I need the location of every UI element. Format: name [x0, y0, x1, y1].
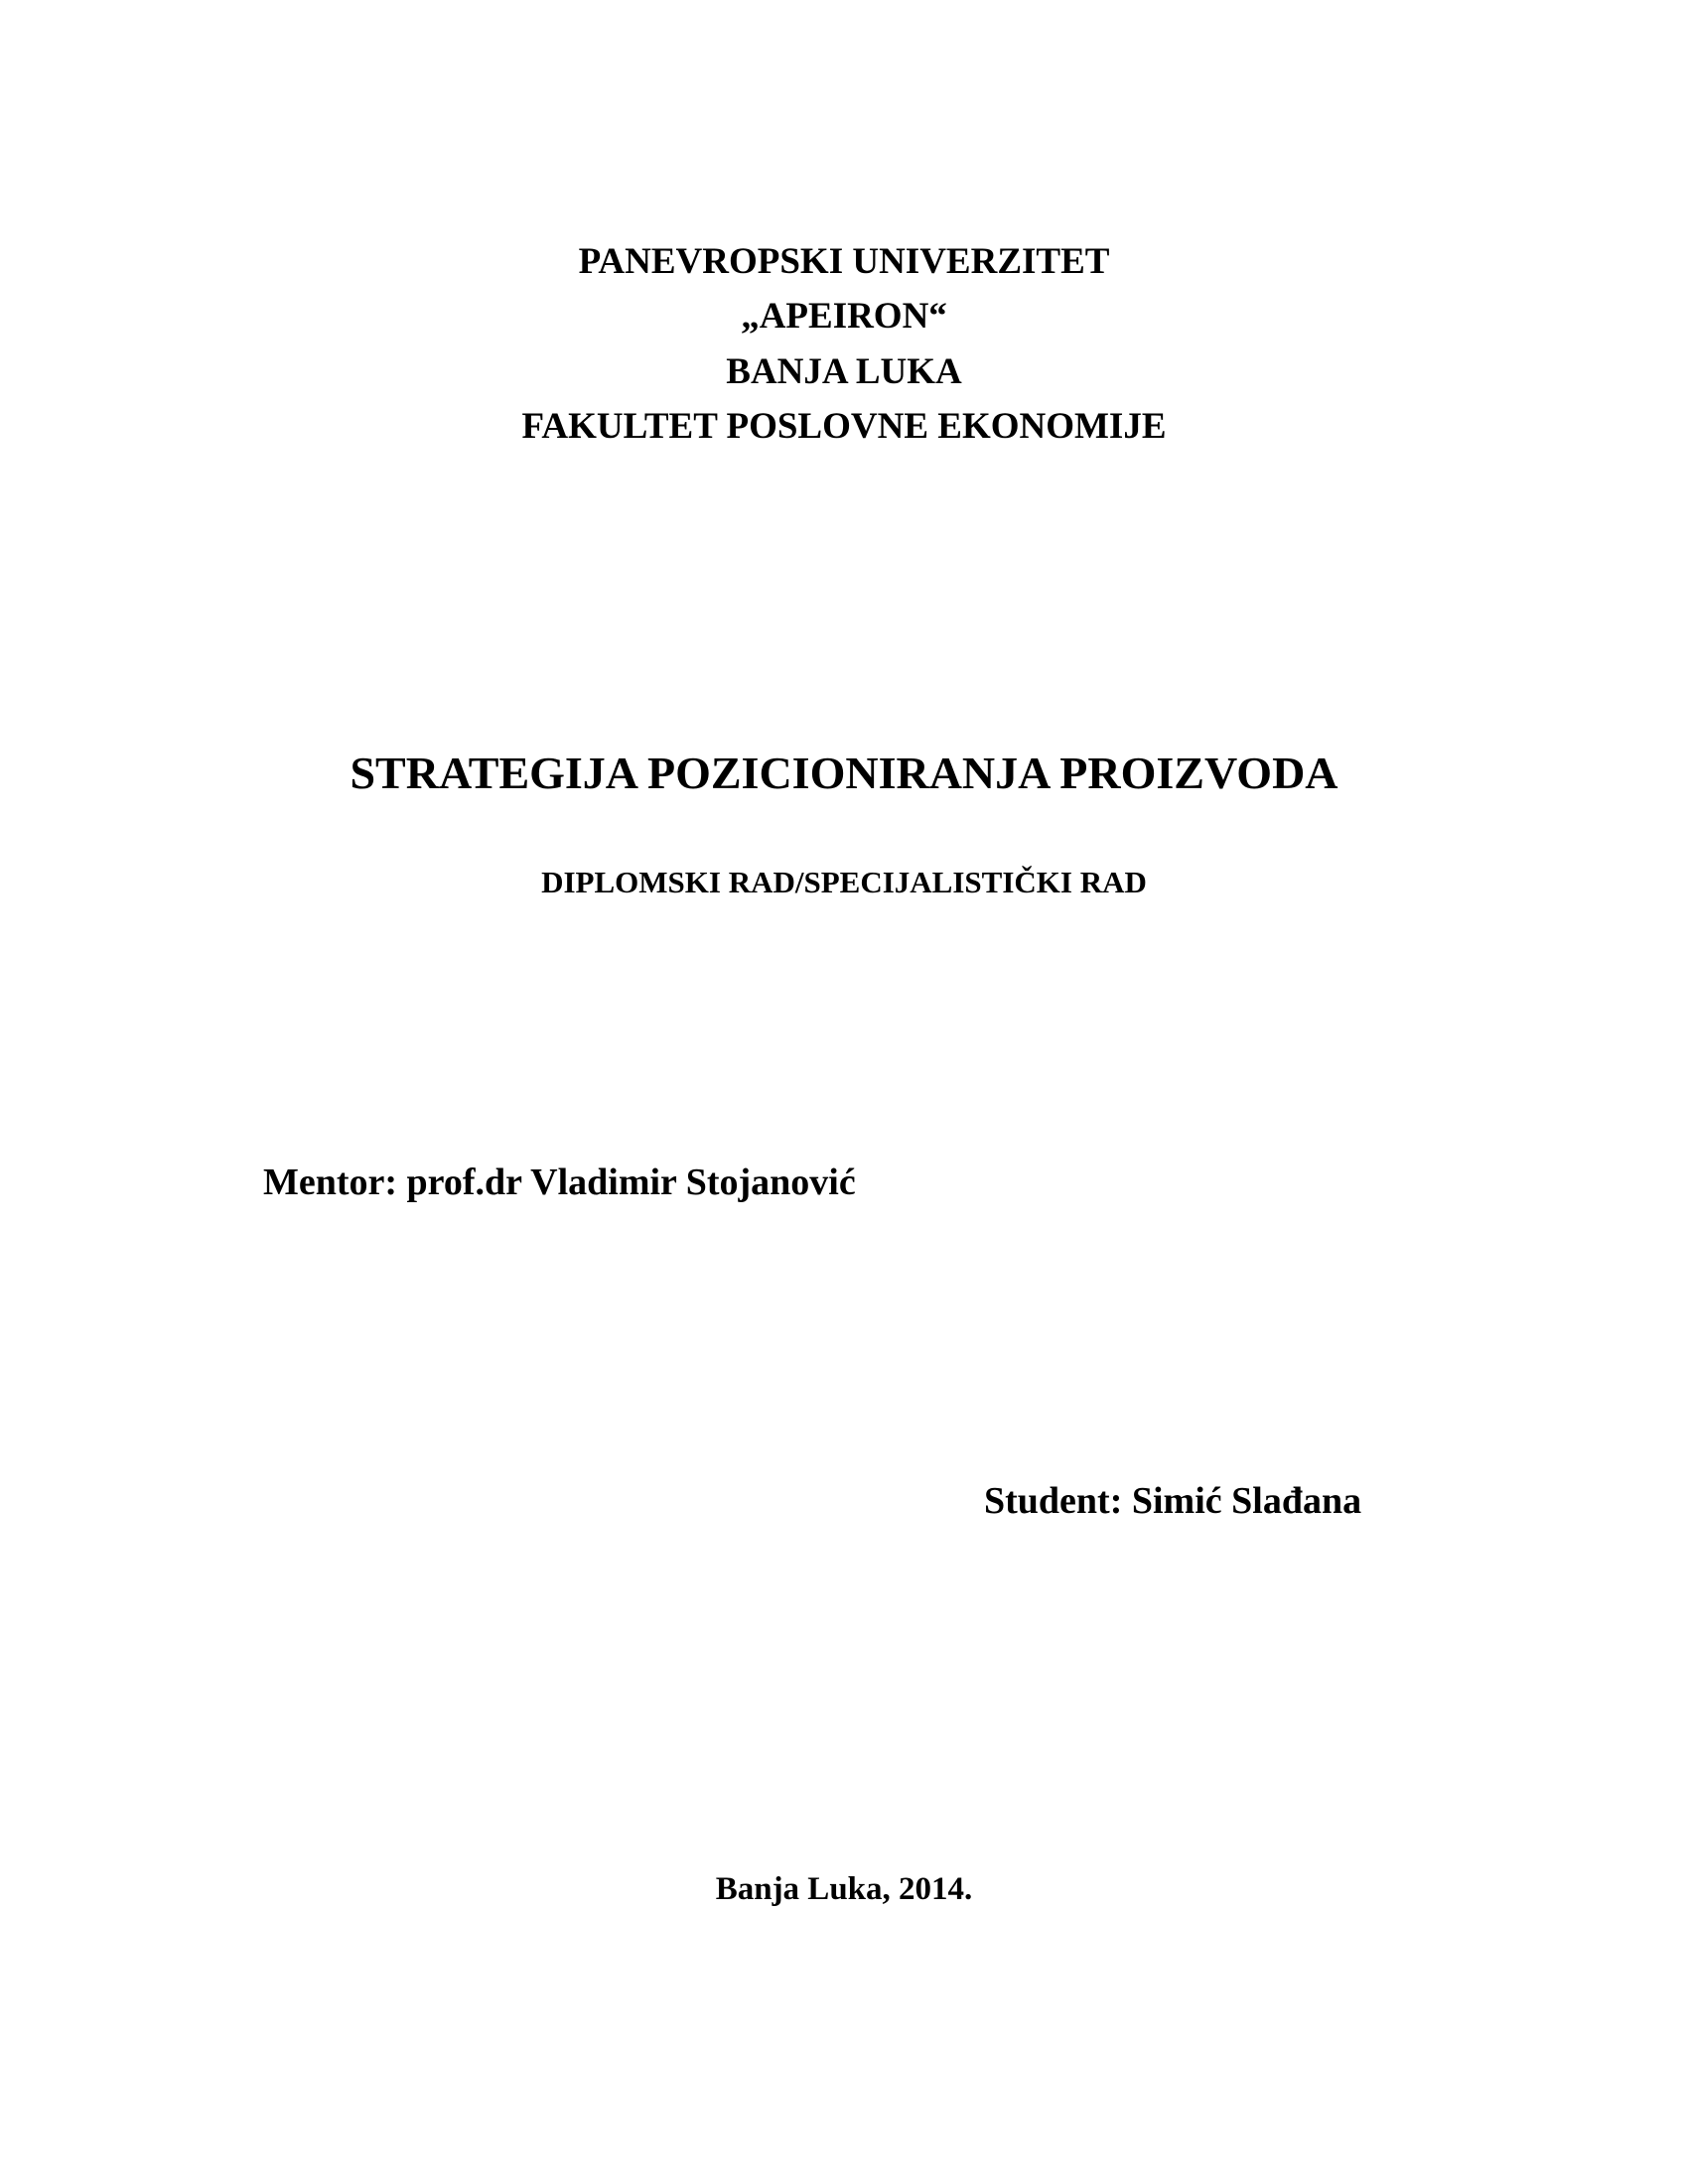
place-date: Banja Luka, 2014.: [715, 1871, 973, 1907]
institution-line-4: FAKULTET POSLOVNE EKONOMIJE: [521, 406, 1167, 447]
student-line: Student: Simić Slađana: [984, 1480, 1362, 1522]
thesis-type: DIPLOMSKI RAD/SPECIJALISTIČKI RAD: [541, 865, 1147, 899]
institution-line-2: „APEIRON“: [741, 296, 947, 337]
thesis-title: STRATEGIJA POZICIONIRANJA PROIZVODA: [350, 748, 1338, 798]
mentor-line: Mentor: prof.dr Vladimir Stojanović: [263, 1161, 856, 1203]
institution-line-1: PANEVROPSKI UNIVERZITET: [578, 241, 1110, 282]
institution-line-3: BANJA LUKA: [726, 351, 962, 392]
